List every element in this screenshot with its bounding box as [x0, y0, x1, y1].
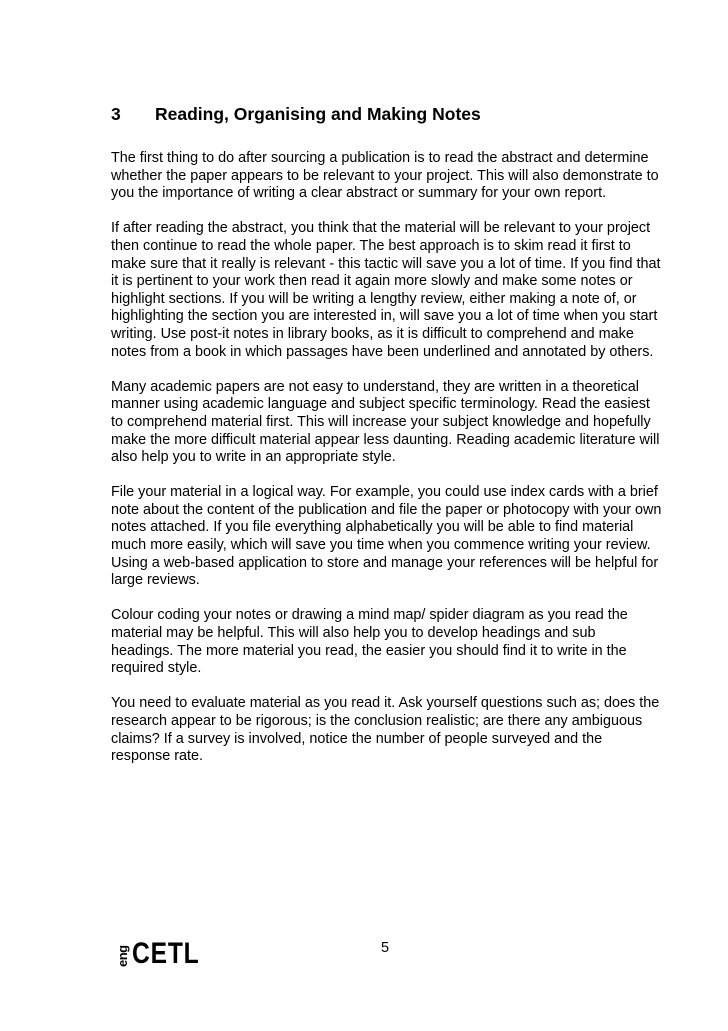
engcetl-logo — [110, 939, 214, 969]
paragraph-line: make the more difficult material appear less daunting. Reading academic literature will — [111, 431, 660, 448]
paragraph-line: it is pertinent to your work then read it again more slowly and make some notes or — [111, 273, 633, 290]
paragraph-line: You need to evaluate material as you read it. Ask yourself questions such as; does the — [111, 695, 660, 712]
paragraph-line: required style. — [111, 660, 202, 677]
paragraph-line: The first thing to do after sourcing a publication is to read the abstract and determine — [111, 150, 649, 166]
section-heading — [111, 103, 481, 125]
paragraph-line: Colour coding your notes or drawing a mind map/ spider diagram as you read the — [111, 607, 628, 624]
paragraph-line: headings. The more material you read, the easier you should find it to write in the — [111, 642, 627, 659]
paragraph-line: much more easily, which will save you time when you commence writing your review. — [111, 537, 651, 554]
section-number: 3 — [111, 104, 121, 124]
paragraph-line: Many academic papers are not easy to understand, they are written in a theoretical — [111, 378, 639, 395]
paragraph-line: you the importance of writing a clear abstract or summary for your own report. — [111, 185, 607, 202]
paragraph-line: also help you to write in an appropriate style. — [111, 449, 396, 466]
paragraph-line: to comprehend material first. This will increase your subject knowledge and hopefully — [111, 413, 651, 430]
paragraph-line: whether the paper appears to be relevant to your project. This will also demonstrate to — [111, 167, 659, 184]
paragraph-line: response rate. — [111, 748, 203, 765]
paragraph-3 — [111, 379, 673, 467]
paragraph-line: manner using academic language and subject specific terminology. Read the easiest — [111, 396, 650, 413]
paragraph-2 — [111, 220, 673, 361]
logo-cetl-text: CETL — [132, 937, 200, 970]
paragraph-line: material may be helpful. This will also help you to develop headings and sub — [111, 625, 596, 642]
paragraph-line: large reviews. — [111, 572, 200, 589]
logo-eng-text: eng — [115, 945, 130, 967]
page-number: 5 — [381, 940, 390, 956]
paragraph-line: Using a web-based application to store and manage your references will be helpful for — [111, 554, 659, 571]
paragraph-line: If after reading the abstract, you think that the material will be relevant to your project — [111, 220, 651, 237]
paragraph-line: research appear to be rigorous; is the conclusion realistic; are there any ambiguous — [111, 713, 643, 729]
paragraph-line: File your material in a logical way. For example, you could use index cards with a brief — [111, 484, 658, 501]
paragraph-4 — [111, 484, 673, 590]
paragraph-5 — [111, 607, 673, 677]
paragraph-line: claims? If a survey is involved, notice the number of people surveyed and the — [111, 730, 603, 747]
paragraph-line: notes attached. If you file everything alphabetically you will be able to find material — [111, 519, 634, 536]
paragraph-line: make sure that it really is relevant - this tactic will save you a lot of time. If you find that — [111, 255, 661, 272]
paragraph-6 — [111, 695, 673, 765]
paragraph-line: note about the content of the publication and file the paper or photocopy with your own — [111, 501, 662, 518]
body-text — [111, 150, 673, 783]
paragraph-line: notes from a book in which passages have been underlined and annotated by others. — [111, 343, 654, 360]
paragraph-line: highlighting the section you are interested in, will save you a lot of time when you start — [111, 308, 658, 325]
paragraph-line: then continue to read the whole paper. The best approach is to skim read it first to — [111, 237, 631, 254]
paragraph-line: highlight sections. If you will be writing a lengthy review, either making a note of, or — [111, 290, 637, 307]
section-title: Reading, Organising and Making Notes — [155, 104, 481, 124]
paragraph-line: writing. Use post-it notes in library books, as it is difficult to comprehend and make — [111, 325, 634, 342]
paragraph-1 — [111, 150, 673, 203]
